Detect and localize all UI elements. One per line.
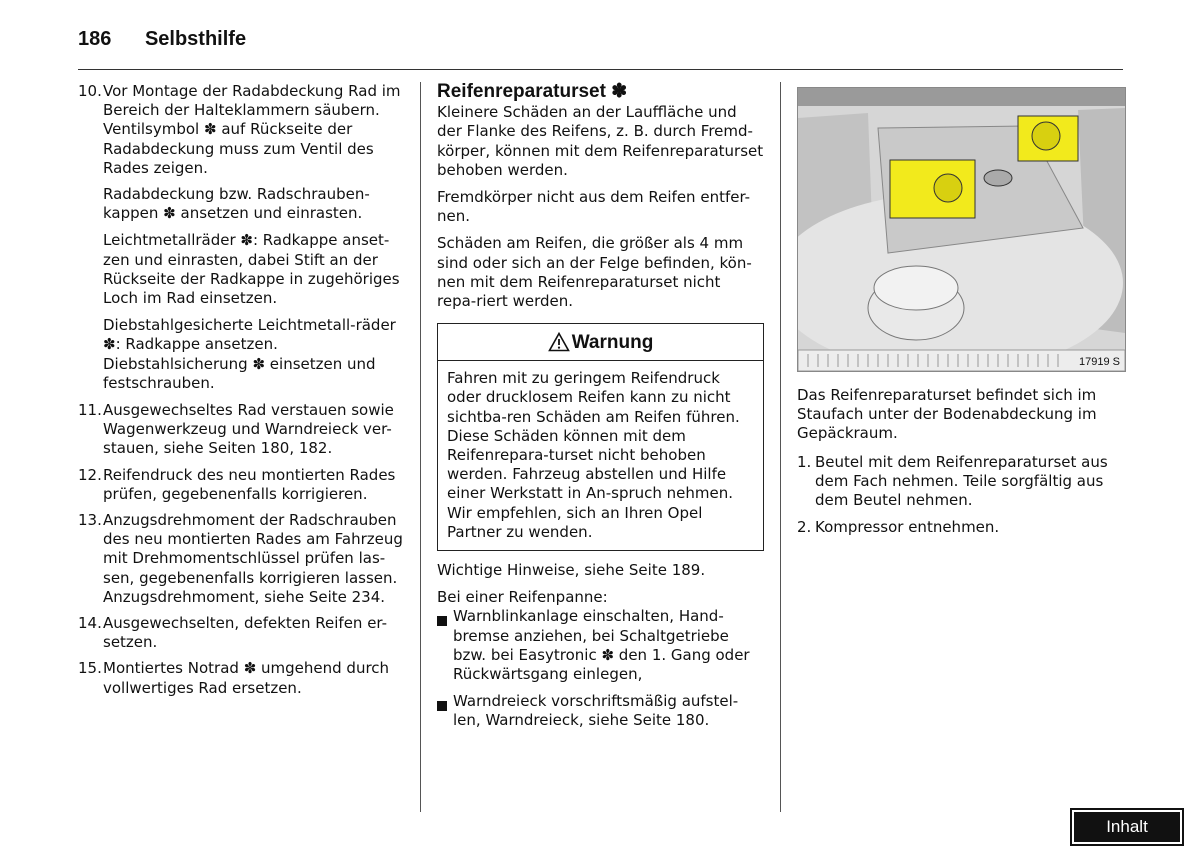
square-bullet-icon (437, 616, 447, 626)
square-bullet-icon (437, 701, 447, 711)
trunk-storage-drawing (798, 88, 1125, 371)
paragraph: Fremdkörper nicht aus dem Reifen entfer-nen. (437, 188, 751, 226)
page-header (78, 28, 274, 51)
paragraph: Das Reifenreparaturset befindet sich im Staufach unter der Bodenabdeckung im Gepäckraum. (797, 386, 1097, 443)
paragraph: Kleinere Schäden an der Lauffläche und der Flanke des Reifens, z. B. durch Fremd-körper, können mit dem Reifenreparaturset behoben werden. (437, 103, 764, 179)
trunk-illustration (797, 87, 1126, 372)
bullet-item: Warndreieck vorschriftsmäßig aufstel-len, Warndreieck, siehe Seite 180. (437, 692, 764, 730)
warning-title: Warnung (571, 331, 654, 353)
list-item: 1. Beutel mit dem Reifenreparaturset aus dem Fach nehmen. Teile sorgfältig aus dem Beutel nehmen. (797, 452, 1108, 510)
column-divider-left (420, 82, 421, 812)
section-heading: Reifenreparaturset ✽ (437, 81, 628, 102)
list-item: 10. Vor Montage der Radabdeckung Rad im Bereich der Halteklammern säubern. Ventilsymbol ✽ auf Rückseite der Radabdeckung muss zum Ventil des Rades zeigen. (78, 82, 401, 177)
warning-text: Fahren mit zu geringem Reifendruck oder drucklosem Reifen kann zu nicht sichtba-ren Schäden am Reifen führen. Diese Schäden können mit dem Reifenrepara-turset nicht behoben werden. Fahrzeug abstellen und Hilfe einer Werkstatt in An-spruch nehmen. Wir empfehlen, sich an Ihren Opel Partner zu wenden. (447, 369, 740, 541)
list-item: 13. Anzugsdrehmoment der Radschrauben des neu montierten Rades am Fahrzeug mit Drehmomentschlüssel prüfen las-sen, gegebenenfalls korrigieren lassen. Anzugsdrehmoment, siehe Seite 234. (78, 511, 403, 606)
list-item: 15. Montiertes Notrad ✽ umgehend durch vollwertiges Rad ersetzen. (78, 659, 390, 697)
list-item: 2. Kompressor entnehmen. (797, 518, 1000, 537)
list-item: 11. Ausgewechseltes Rad verstauen sowie Wagenwerkzeug und Warndreieck ver-stauen, siehe Seiten 180, 182. (78, 401, 394, 458)
section-title: Selbsthilfe (144, 28, 247, 50)
column-divider-right (780, 82, 781, 812)
page-number: 186 (78, 28, 112, 50)
list-item: Leichtmetallräder ✽: Radkappe anset-zen und einrasten, dabei Stift an der Rückseite der Radkappe in zugehöriges Loch im Rad einsetzen. (103, 231, 400, 308)
paragraph: Wichtige Hinweise, siehe Seite 189. (437, 561, 706, 580)
list-item: Diebstahlgesicherte Leichtmetall-räder ✽: Radkappe ansetzen. Diebstahlsicherung ✽ einsetzen und festschrauben. (103, 316, 396, 392)
paragraph: Schäden am Reifen, die größer als 4 mm sind oder sich an der Felge befinden, kön-nen mit dem Reifenreparaturset nicht repa-riert werden. (437, 234, 752, 311)
left-column (78, 82, 403, 705)
list-item: 12. Reifendruck des neu montierten Rades prüfen, gegebenenfalls korrigieren. (78, 465, 396, 503)
list-item: Radabdeckung bzw. Radschrauben-kappen ✽ ansetzen und einrasten. (103, 185, 370, 223)
header-rule (78, 69, 1123, 70)
inhalt-button[interactable]: Inhalt (1070, 808, 1184, 846)
bullet-item: Warnblinkanlage einschalten, Hand-bremse anziehen, bei Schaltgetriebe bzw. bei Easytronic ✽ den 1. Gang oder Rückwärtsgang einlegen, (437, 607, 764, 684)
warning-header (438, 324, 763, 361)
right-column (797, 386, 1124, 544)
list-item: 14. Ausgewechselten, defekten Reifen er-setzen. (78, 614, 388, 652)
warning-box (437, 323, 764, 551)
paragraph: Bei einer Reifenpanne: (437, 588, 608, 607)
figure-code: 17919 S (1079, 356, 1120, 368)
middle-column (437, 82, 764, 739)
warning-triangle-icon (548, 332, 570, 352)
